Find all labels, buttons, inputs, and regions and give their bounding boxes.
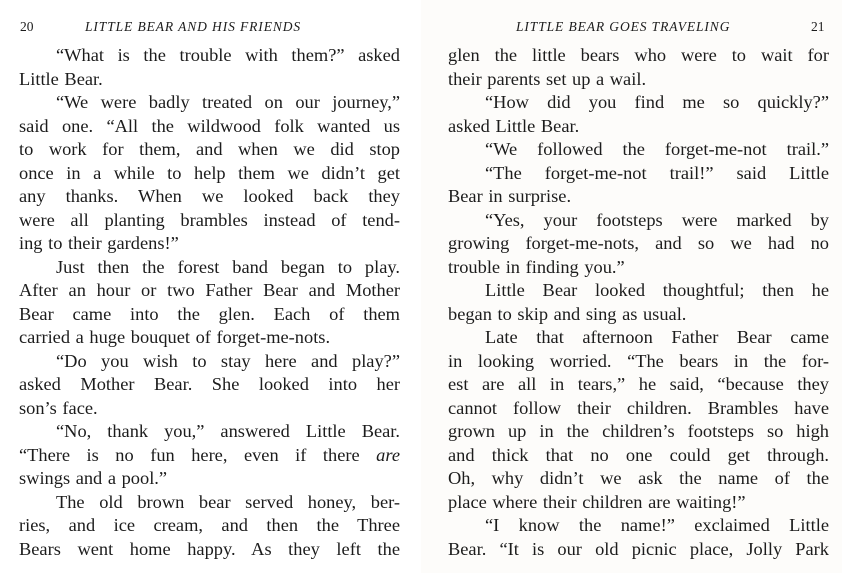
text-line: [19, 420, 400, 444]
line-text: began to skip and sing as usual.: [448, 303, 687, 324]
right-page: [421, 0, 842, 573]
line-text: once in a while to help them we didn’t get: [19, 162, 400, 183]
text-line: [448, 232, 829, 256]
text-line: [448, 326, 829, 350]
text-line: [19, 68, 400, 92]
emphasized-word: are: [376, 444, 400, 465]
text-line: [448, 303, 829, 327]
line-text: Late that afternoon Father Bear came: [485, 327, 829, 347]
text-line: [448, 44, 829, 68]
text-line: [19, 514, 400, 538]
line-text: any thanks. When we looked back they: [19, 186, 400, 206]
text-line: [448, 373, 829, 397]
text-line: [19, 279, 400, 303]
line-text: ing to their gardens!”: [19, 233, 179, 253]
text-line: [448, 279, 829, 303]
text-line: [19, 350, 400, 374]
line-text: cannot follow their children. Brambles have: [448, 397, 829, 418]
text-line: [19, 467, 400, 491]
line-text: to work for them, and when we did stop: [19, 139, 400, 159]
line-text: swings and a pool.”: [19, 468, 168, 488]
text-line: [448, 444, 829, 468]
line-text: Bear in surprise.: [448, 186, 572, 206]
left-page-body: [19, 44, 400, 561]
text-line: [448, 514, 829, 538]
line-text: grown up in the children’s footsteps so high: [448, 421, 829, 441]
line-text: were all planting brambles instead of tend-: [19, 209, 400, 230]
line-text: “What is the trouble with them?” asked: [56, 45, 400, 65]
text-line: [19, 162, 400, 186]
line-text: After an hour or two Father Bear and Mother: [19, 280, 400, 300]
text-line: [19, 397, 400, 421]
text-line: [448, 138, 829, 162]
line-text: ries, and ice cream, and then the Three: [19, 515, 400, 535]
line-text: “Yes, your footsteps were marked by: [485, 209, 829, 230]
running-title: LITTLE BEAR AND HIS FRIENDS: [85, 19, 302, 34]
running-title: LITTLE BEAR GOES TRAVELING: [516, 19, 731, 34]
text-line: [19, 538, 400, 562]
text-line: [448, 162, 829, 186]
text-line: [19, 91, 400, 115]
line-text: Just then the forest band began to play.: [56, 256, 400, 277]
text-line: [19, 491, 400, 515]
page-number: 20: [20, 19, 34, 34]
line-text: “Do you wish to stay here and play?”: [56, 350, 400, 371]
right-page-header: [421, 17, 842, 37]
line-text: asked Mother Bear. She looked into her: [19, 374, 400, 394]
line-text: est are all in tears,” he said, “because they: [448, 374, 829, 394]
line-text: The old brown bear served honey, ber-: [56, 491, 400, 512]
line-text: and thick that no one could get through.: [448, 444, 829, 465]
page-number: 21: [811, 19, 825, 34]
text-line: [19, 209, 400, 233]
text-line: [19, 232, 400, 256]
line-text: Bear came into the glen. Each of them: [19, 303, 400, 324]
line-text: trouble in finding you.”: [448, 256, 625, 277]
line-text: said one. “All the wildwood folk wanted us: [19, 115, 400, 136]
line-text: growing forget-me-nots, and so we had no: [448, 233, 829, 253]
line-text: son’s face.: [19, 397, 98, 418]
line-text: “We followed the forget-me-not trail.”: [485, 139, 829, 159]
text-line: [19, 44, 400, 68]
text-line: [448, 420, 829, 444]
line-text: Bears went home happy. As they left the: [19, 538, 400, 559]
line-text: “The forget-me-not trail!” said Little: [485, 162, 829, 183]
line-text: “I know the name!” exclaimed Little: [485, 515, 829, 535]
text-line: [448, 397, 829, 421]
text-line: [448, 467, 829, 491]
line-text: their parents set up a wail.: [448, 68, 647, 89]
text-line: [448, 185, 829, 209]
text-line: [448, 350, 829, 374]
text-line: [19, 185, 400, 209]
text-line: [448, 538, 829, 562]
line-text: Little Bear looked thoughtful; then he: [485, 280, 829, 300]
text-line: [19, 115, 400, 139]
line-text: carried a huge bouquet of forget-me-nots.: [19, 327, 331, 347]
right-page-body: [448, 44, 829, 561]
text-line: [19, 303, 400, 327]
text-line: [19, 138, 400, 162]
line-text: place where their children are waiting!”: [448, 491, 746, 512]
left-page-header: [0, 17, 421, 37]
line-text: in looking worried. “The bears in the for-: [448, 350, 829, 371]
line-text: “How did you find me so quickly?”: [485, 92, 829, 112]
text-line: [448, 209, 829, 233]
line-text: “We were badly treated on our journey,”: [56, 92, 400, 112]
line-text: “There is no fun here, even if there: [19, 444, 360, 465]
line-text: Oh, why didn’t we ask the name of the: [448, 468, 829, 488]
text-line: [448, 91, 829, 115]
text-line: [448, 68, 829, 92]
line-text: asked Little Bear.: [448, 115, 580, 136]
line-text: “No, thank you,” answered Little Bear.: [56, 421, 400, 441]
line-text: Bear. “It is our old picnic place, Jolly Park: [448, 538, 829, 559]
line-text: glen the little bears who were to wait for: [448, 45, 829, 65]
text-line: [19, 326, 400, 350]
text-line: [19, 444, 400, 468]
line-text: Little Bear.: [19, 68, 103, 89]
text-line: [19, 373, 400, 397]
text-line: [448, 256, 829, 280]
text-line: [448, 115, 829, 139]
text-line: [448, 491, 829, 515]
text-line: [19, 256, 400, 280]
